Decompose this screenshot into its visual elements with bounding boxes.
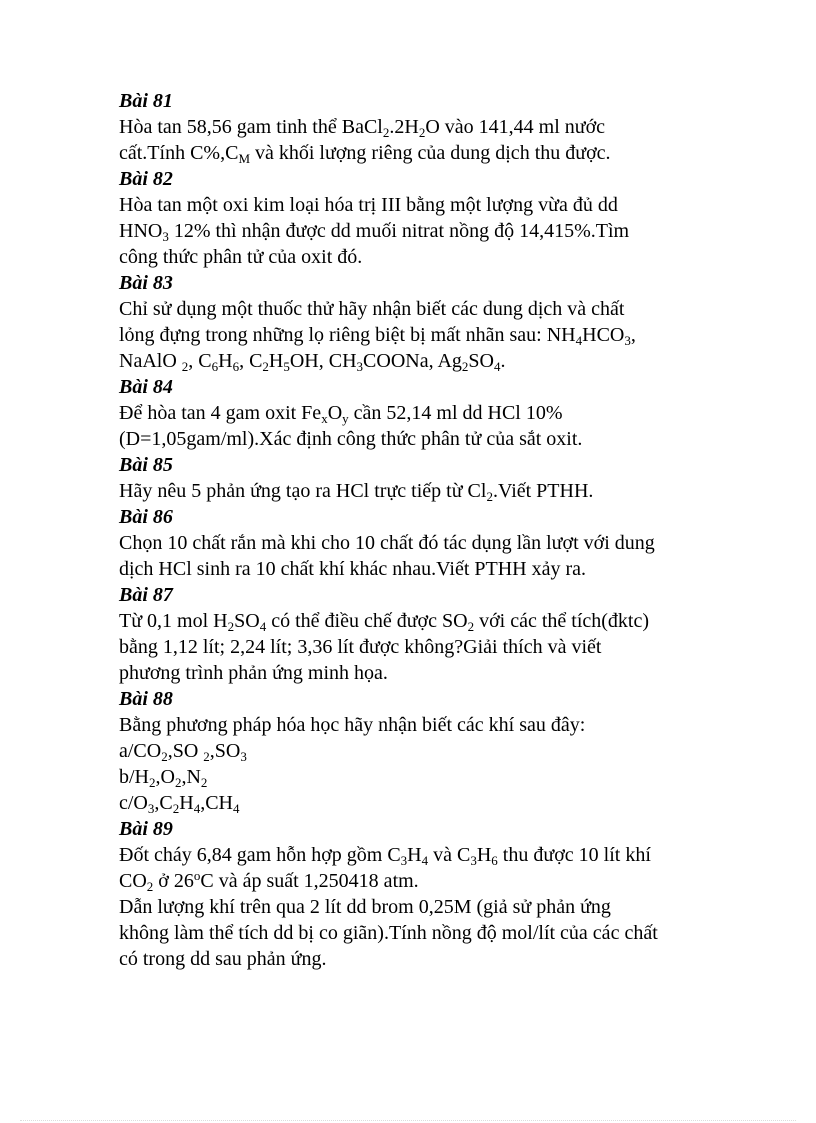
exercise-title: Bài 84 bbox=[119, 376, 173, 398]
exercise-text-line: (D=1,05gam/ml).Xác định công thức phân tử của sắt oxit. bbox=[119, 428, 583, 450]
exercise-section bbox=[119, 374, 719, 452]
document-body bbox=[119, 88, 719, 972]
exercise-text-line: Dẫn lượng khí trên qua 2 lít dd brom 0,25M (giả sử phản ứng bbox=[119, 896, 611, 918]
exercise-title: Bài 86 bbox=[119, 506, 173, 528]
exercise-text-line: dịch HCl sinh ra 10 chất khí khác nhau.Viết PTHH xảy ra. bbox=[119, 558, 587, 580]
exercise-section bbox=[119, 270, 719, 374]
exercise-text-line: Đốt cháy 6,84 gam hỗn hợp gồm $C_3H_4$ và $C_3H_6$ thu được 10 lít khí bbox=[119, 844, 651, 868]
exercise-text-line: $b/H_2,O_2,N_2$ bbox=[119, 766, 208, 790]
exercise-title: Bài 89 bbox=[119, 818, 173, 840]
exercise-section bbox=[119, 504, 719, 582]
exercise-title: Bài 87 bbox=[119, 584, 173, 606]
exercise-text-line: $c/O_3,C_2H_4,CH_4$ bbox=[119, 792, 240, 816]
exercise-text-line: $a/CO_2,SO$ $_2,SO_3$ bbox=[119, 740, 247, 764]
exercise-text-line: lỏng đựng trong những lọ riêng biệt bị mất nhãn sau: $NH_4HCO_3$, bbox=[119, 324, 636, 348]
exercise-title: Bài 83 bbox=[119, 272, 173, 294]
exercise-text-line: Hòa tan một oxi kim loại hóa trị III bằng một lượng vừa đủ dd bbox=[119, 194, 618, 216]
exercise-text-line: NaAlO $_2$, $C_6H_6$, $C_2H_5OH$, $CH_3COONa$, $Ag_2SO_4$. bbox=[119, 350, 506, 374]
exercise-title: Bài 85 bbox=[119, 454, 173, 476]
exercise-text-line: không làm thể tích dd bị co giãn).Tính nồng độ mol/lít của các chất bbox=[119, 922, 658, 944]
exercise-title: Bài 82 bbox=[119, 168, 173, 190]
exercise-title: Bài 88 bbox=[119, 688, 173, 710]
exercise-text-line: Chỉ sử dụng một thuốc thử hãy nhận biết các dung dịch và chất bbox=[119, 298, 625, 320]
exercise-text-line: bằng 1,12 lít; 2,24 lít; 3,36 lít được không?Giải thích và viết bbox=[119, 636, 602, 658]
exercise-text-line: Hòa tan 58,56 gam tinh thể $BaCl_2.2H_2O$ vào 141,44 ml nước bbox=[119, 116, 606, 140]
exercise-section bbox=[119, 686, 719, 816]
exercise-text-line: công thức phân tử của oxit đó. bbox=[119, 246, 363, 268]
exercise-section bbox=[119, 582, 719, 686]
exercise-text-line: có trong dd sau phản ứng. bbox=[119, 948, 327, 970]
exercise-text-line: Bằng phương pháp hóa học hãy nhận biết các khí sau đây: bbox=[119, 714, 586, 736]
exercise-section bbox=[119, 166, 719, 270]
exercise-text-line: cất.Tính $C\%,C_M$ và khối lượng riêng của dung dịch thu được. bbox=[119, 142, 611, 166]
exercise-text-line: $CO_2$ ở 26$^o$C và áp suất 1,250418 atm. bbox=[119, 868, 419, 894]
exercise-text-line: Để hòa tan 4 gam oxit $Fe_xO_y$ cần 52,14 ml dd HCl 10% bbox=[119, 402, 563, 426]
exercise-section bbox=[119, 88, 719, 166]
exercise-text-line: $HNO_3$ 12% thì nhận được dd muối nitrat nồng độ 14,415%.Tìm bbox=[119, 220, 630, 244]
exercise-title: Bài 81 bbox=[119, 90, 173, 112]
exercise-text-line: phương trình phản ứng minh họa. bbox=[119, 662, 388, 684]
exercise-text-line: Từ 0,1 mol $H_2SO_4$ có thể điều chế được $SO_2$ với các thể tích(đktc) bbox=[119, 610, 650, 634]
exercise-section bbox=[119, 452, 719, 504]
exercise-text-line: Chọn 10 chất rắn mà khi cho 10 chất đó tác dụng lần lượt với dung bbox=[119, 532, 655, 554]
exercise-section bbox=[119, 816, 719, 972]
exercise-text-line: Hãy nêu 5 phản ứng tạo ra HCl trực tiếp từ $Cl_2.Viết$ PTHH. bbox=[119, 480, 594, 504]
page-bottom-divider bbox=[20, 1120, 796, 1121]
